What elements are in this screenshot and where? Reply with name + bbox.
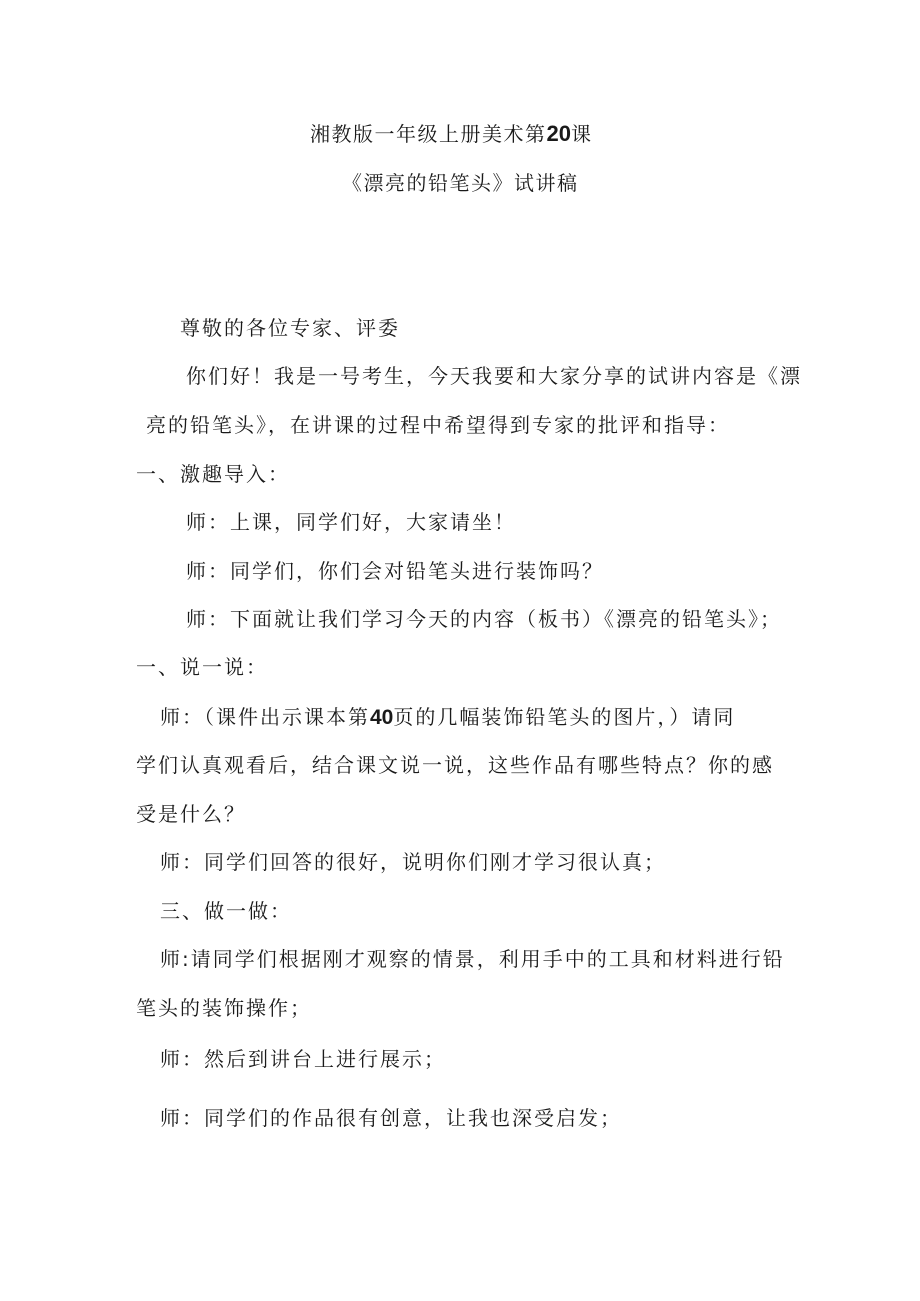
section-1-heading: 一、激趣导入： <box>136 462 290 486</box>
intro-line-1: 你们好！我是一号考生，今天我要和大家分享的试讲内容是《漂 <box>186 364 802 388</box>
section-2-p1-prefix: 师：（课件出示课本第 <box>160 705 370 729</box>
title-line-1 <box>310 120 592 148</box>
section-1-paragraph-1: 师：上课，同学们好，大家请坐！ <box>186 510 516 534</box>
section-3-paragraph-2: 师：然后到讲台上进行展示； <box>160 1047 446 1071</box>
section-3-paragraph-3: 师：同学们的作品很有创意，让我也深受启发； <box>160 1106 622 1130</box>
title-line-2: 《漂亮的铅笔头》试讲稿 <box>342 171 579 195</box>
section-1-paragraph-2: 师：同学们，你们会对铅笔头进行装饰吗？ <box>186 559 604 583</box>
title-line-1-suffix: 课 <box>570 122 593 146</box>
section-2-paragraph-1-line-1 <box>160 703 735 732</box>
intro-line-2: 亮的铅笔头》，在讲课的过程中希望得到专家的批评和指导： <box>146 413 730 437</box>
greeting: 尊敬的各位专家、评委 <box>180 316 400 340</box>
section-2-paragraph-1-line-2: 学们认真观看后，结合课文说一说，这些作品有哪些特点？你的感 <box>136 753 774 777</box>
section-2-paragraph-2: 师：同学们回答的很好，说明你们刚才学习很认真； <box>160 850 666 874</box>
lesson-number: 20 <box>546 121 571 146</box>
title-line-1-prefix: 湘教版一年级上册美术第 <box>310 122 547 146</box>
section-3-heading: 三、做一做： <box>160 899 292 923</box>
section-3-paragraph-1-line-2: 笔头的装饰操作； <box>136 996 312 1020</box>
section-2-paragraph-1-line-3: 受是什么？ <box>136 802 246 826</box>
section-2-p1-suffix: 页的几幅装饰铅笔头的图片，）请同 <box>393 705 736 729</box>
section-3-paragraph-1-line-1: 师:请同学们根据刚才观察的情景，利用手中的工具和材料进行铅 <box>160 947 785 971</box>
section-2-heading: 一、说一说： <box>136 655 268 679</box>
page-number: 40 <box>370 706 394 729</box>
section-1-paragraph-3: 师：下面就让我们学习今天的内容（板书）《漂亮的铅笔头》； <box>186 607 782 631</box>
